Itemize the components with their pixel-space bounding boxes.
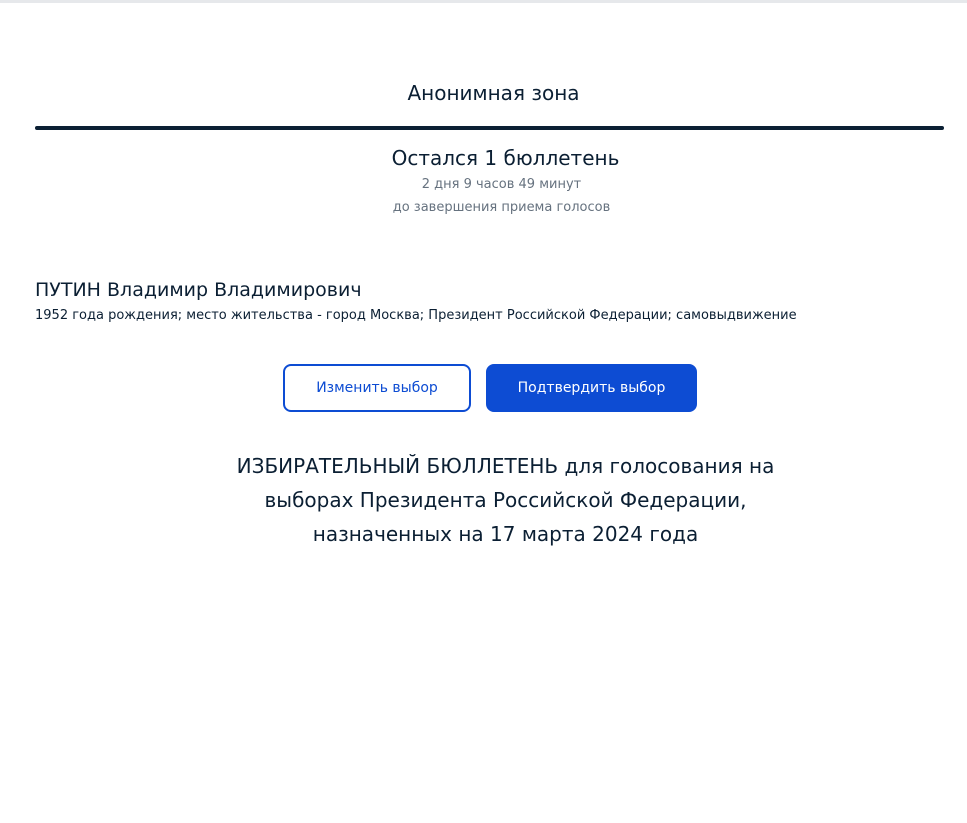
header-divider: [35, 126, 944, 130]
top-border: [0, 0, 967, 3]
candidate-name: ПУТИН Владимир Владимирович: [35, 279, 362, 301]
candidate-info: 1952 года рождения; место жительства - город Москва; Президент Российской Федерации; самовыдвижение: [35, 308, 797, 323]
ballot-heading-line: выборах Президента Российской Федерации,: [264, 488, 747, 512]
ballot-heading-line: назначенных на 17 марта 2024 года: [312, 522, 699, 546]
change-choice-button[interactable]: Изменить выбор: [283, 364, 471, 412]
confirm-choice-button[interactable]: Подтвердить выбор: [486, 364, 697, 412]
ballot-count: Остался 1 бюллетень: [391, 146, 620, 170]
time-left: 2 дня 9 часов 49 минут: [421, 177, 582, 192]
ballot-heading: [22, 449, 967, 551]
ballot-heading-line: ИЗБИРАТЕЛЬНЫЙ БЮЛЛЕТЕНЬ для голосования на: [236, 454, 775, 478]
zone-title: Анонимная зона: [407, 81, 580, 105]
deadline-note: до завершения приема голосов: [392, 200, 611, 215]
